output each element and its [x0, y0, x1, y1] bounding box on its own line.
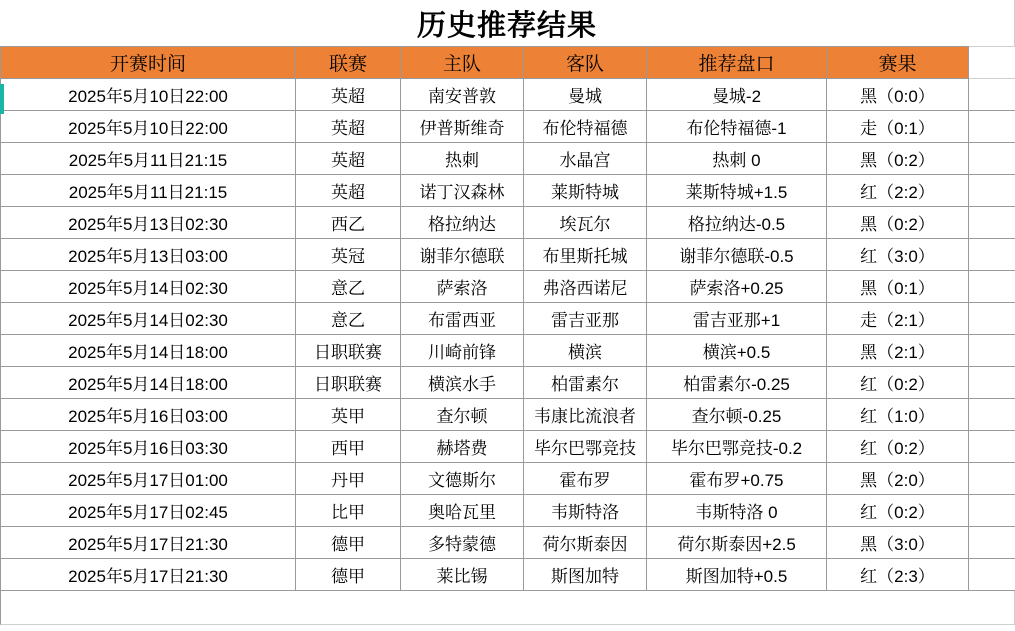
cell-match-time: 2025年5月17日01:00 — [1, 463, 296, 495]
cell-match-time: 2025年5月11日21:15 — [1, 175, 296, 207]
cell-spacer — [969, 367, 1015, 399]
cell-spacer — [969, 207, 1015, 239]
column-header-home: 主队 — [401, 47, 524, 79]
cell-match-time: 2025年5月10日22:00 — [1, 79, 296, 111]
table-row — [1, 495, 1015, 527]
cell-away-team: 韦康比流浪者 — [524, 399, 647, 431]
cell-spacer — [969, 335, 1015, 367]
cell-spacer — [969, 399, 1015, 431]
cell-recommended-line: 查尔顿-0.25 — [647, 399, 827, 431]
cell-away-team: 曼城 — [524, 79, 647, 111]
cell-match-time: 2025年5月14日02:30 — [1, 271, 296, 303]
cell-spacer — [969, 239, 1015, 271]
cell-spacer — [969, 431, 1015, 463]
cell-league: 德甲 — [296, 527, 401, 559]
cell-spacer — [969, 111, 1015, 143]
column-header-line: 推荐盘口 — [647, 47, 827, 79]
cell-recommended-line: 莱斯特城+1.5 — [647, 175, 827, 207]
column-header-spacer — [969, 47, 1015, 79]
column-header-time: 开赛时间 — [1, 47, 296, 79]
cell-spacer — [969, 175, 1015, 207]
cell-result: 红（3:0） — [827, 239, 969, 271]
cell-recommended-line: 曼城-2 — [647, 79, 827, 111]
cell-away-team: 韦斯特洛 — [524, 495, 647, 527]
cell-recommended-line: 谢菲尔德联-0.5 — [647, 239, 827, 271]
cell-spacer — [969, 559, 1015, 591]
cell-away-team: 布里斯托城 — [524, 239, 647, 271]
cell-recommended-line: 雷吉亚那+1 — [647, 303, 827, 335]
cell-home-team: 文德斯尔 — [401, 463, 524, 495]
cell-recommended-line: 毕尔巴鄂竞技-0.2 — [647, 431, 827, 463]
cell-recommended-line: 萨索洛+0.25 — [647, 271, 827, 303]
cell-away-team: 水晶宫 — [524, 143, 647, 175]
table-row — [1, 431, 1015, 463]
cell-league: 西乙 — [296, 207, 401, 239]
table-row — [1, 111, 1015, 143]
cell-result: 走（2:1） — [827, 303, 969, 335]
cell-recommended-line: 霍布罗+0.75 — [647, 463, 827, 495]
column-header-away: 客队 — [524, 47, 647, 79]
cell-recommended-line: 横滨+0.5 — [647, 335, 827, 367]
cell-home-team: 查尔顿 — [401, 399, 524, 431]
cell-home-team: 谢菲尔德联 — [401, 239, 524, 271]
cell-home-team: 南安普敦 — [401, 79, 524, 111]
cell-spacer — [969, 303, 1015, 335]
table-row — [1, 463, 1015, 495]
column-header-league: 联赛 — [296, 47, 401, 79]
cell-spacer — [969, 527, 1015, 559]
cell-match-time: 2025年5月16日03:30 — [1, 431, 296, 463]
cell-home-team: 伊普斯维奇 — [401, 111, 524, 143]
cell-match-time: 2025年5月13日03:00 — [1, 239, 296, 271]
cell-result: 红（0:2） — [827, 431, 969, 463]
cell-spacer — [969, 79, 1015, 111]
cell-away-team: 霍布罗 — [524, 463, 647, 495]
cell-match-time: 2025年5月14日18:00 — [1, 367, 296, 399]
table-row — [1, 399, 1015, 431]
cell-result: 走（0:1） — [827, 111, 969, 143]
page-title-row — [0, 0, 1015, 46]
cell-home-team: 布雷西亚 — [401, 303, 524, 335]
cell-result: 红（0:2） — [827, 367, 969, 399]
sheet-bottom-strip — [0, 591, 1015, 625]
table-header-row — [1, 47, 1015, 79]
cell-match-time: 2025年5月17日21:30 — [1, 559, 296, 591]
cell-match-time: 2025年5月16日03:00 — [1, 399, 296, 431]
table-row — [1, 239, 1015, 271]
cell-away-team: 莱斯特城 — [524, 175, 647, 207]
cell-match-time: 2025年5月14日18:00 — [1, 335, 296, 367]
cell-spacer — [969, 271, 1015, 303]
table-row — [1, 367, 1015, 399]
cell-league: 丹甲 — [296, 463, 401, 495]
cell-result: 黑（2:1） — [827, 335, 969, 367]
cell-match-time: 2025年5月17日02:45 — [1, 495, 296, 527]
cell-league: 英超 — [296, 143, 401, 175]
cell-league: 英超 — [296, 175, 401, 207]
table-row — [1, 143, 1015, 175]
cell-recommended-line: 荷尔斯泰因+2.5 — [647, 527, 827, 559]
cell-spacer — [969, 143, 1015, 175]
cell-league: 英超 — [296, 79, 401, 111]
cell-home-team: 赫塔费 — [401, 431, 524, 463]
cell-result: 黑（2:0） — [827, 463, 969, 495]
table-row — [1, 335, 1015, 367]
cell-recommended-line: 格拉纳达-0.5 — [647, 207, 827, 239]
cell-away-team: 横滨 — [524, 335, 647, 367]
cell-result: 黑（0:1） — [827, 271, 969, 303]
cell-result: 黑（3:0） — [827, 527, 969, 559]
cell-match-time: 2025年5月17日21:30 — [1, 527, 296, 559]
cell-away-team: 埃瓦尔 — [524, 207, 647, 239]
cell-result: 黑（0:0） — [827, 79, 969, 111]
cell-home-team: 热刺 — [401, 143, 524, 175]
results-table — [0, 46, 1015, 591]
cell-league: 比甲 — [296, 495, 401, 527]
cell-league: 德甲 — [296, 559, 401, 591]
table-row — [1, 207, 1015, 239]
cell-league: 日职联赛 — [296, 335, 401, 367]
cell-league: 西甲 — [296, 431, 401, 463]
cell-match-time: 2025年5月11日21:15 — [1, 143, 296, 175]
cell-league: 意乙 — [296, 303, 401, 335]
cell-home-team: 奥哈瓦里 — [401, 495, 524, 527]
cell-result: 黑（0:2） — [827, 207, 969, 239]
cell-match-time: 2025年5月13日02:30 — [1, 207, 296, 239]
cell-match-time: 2025年5月14日02:30 — [1, 303, 296, 335]
table-row — [1, 559, 1015, 591]
cell-away-team: 毕尔巴鄂竞技 — [524, 431, 647, 463]
table-row — [1, 271, 1015, 303]
cell-recommended-line: 热刺 0 — [647, 143, 827, 175]
cell-home-team: 川崎前锋 — [401, 335, 524, 367]
cell-recommended-line: 韦斯特洛 0 — [647, 495, 827, 527]
cell-recommended-line: 柏雷素尔-0.25 — [647, 367, 827, 399]
cell-home-team: 莱比锡 — [401, 559, 524, 591]
cell-home-team: 格拉纳达 — [401, 207, 524, 239]
cell-league: 英超 — [296, 111, 401, 143]
selection-edge-accent — [0, 84, 4, 114]
cell-spacer — [969, 495, 1015, 527]
column-header-result: 赛果 — [827, 47, 969, 79]
cell-home-team: 萨索洛 — [401, 271, 524, 303]
cell-away-team: 雷吉亚那 — [524, 303, 647, 335]
table-row — [1, 303, 1015, 335]
cell-away-team: 斯图加特 — [524, 559, 647, 591]
cell-spacer — [969, 463, 1015, 495]
cell-recommended-line: 布伦特福德-1 — [647, 111, 827, 143]
cell-result: 黑（0:2） — [827, 143, 969, 175]
table-row — [1, 527, 1015, 559]
cell-league: 日职联赛 — [296, 367, 401, 399]
table-row — [1, 79, 1015, 111]
page-title: 历史推荐结果 — [416, 9, 597, 42]
cell-home-team: 横滨水手 — [401, 367, 524, 399]
cell-home-team: 诺丁汉森林 — [401, 175, 524, 207]
cell-match-time: 2025年5月10日22:00 — [1, 111, 296, 143]
cell-result: 红（2:3） — [827, 559, 969, 591]
cell-league: 意乙 — [296, 271, 401, 303]
table-row — [1, 175, 1015, 207]
cell-away-team: 弗洛西诺尼 — [524, 271, 647, 303]
cell-home-team: 多特蒙德 — [401, 527, 524, 559]
cell-away-team: 荷尔斯泰因 — [524, 527, 647, 559]
cell-result: 红（0:2） — [827, 495, 969, 527]
cell-away-team: 布伦特福德 — [524, 111, 647, 143]
cell-league: 英甲 — [296, 399, 401, 431]
cell-league: 英冠 — [296, 239, 401, 271]
cell-result: 红（2:2） — [827, 175, 969, 207]
cell-recommended-line: 斯图加特+0.5 — [647, 559, 827, 591]
cell-result: 红（1:0） — [827, 399, 969, 431]
cell-away-team: 柏雷素尔 — [524, 367, 647, 399]
